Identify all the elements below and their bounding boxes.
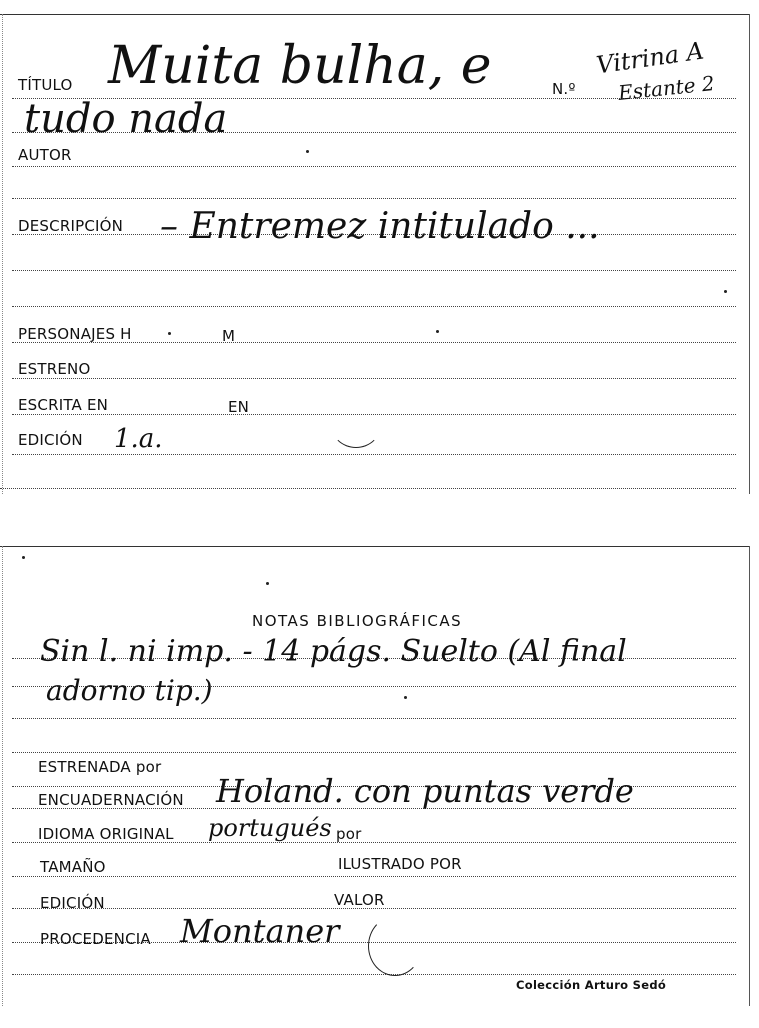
idioma-original-label: IDIOMA ORIGINAL <box>38 825 174 843</box>
encuadernacion-label: ENCUADERNACIÓN <box>38 791 184 809</box>
por-label: por <box>336 825 362 843</box>
procedencia-handwriting: Montaner <box>180 912 340 950</box>
tamano-label: TAMAÑO <box>40 858 106 876</box>
en-label: EN <box>228 398 250 416</box>
card-top-border <box>0 546 750 547</box>
rule-line <box>12 718 736 719</box>
card-left-edge <box>2 14 3 494</box>
numero-label: N.º <box>552 80 576 98</box>
notas-bibliograficas-heading: NOTAS BIBLIOGRÁFICAS <box>252 612 463 630</box>
rule-line <box>12 166 736 167</box>
ink-speck <box>306 150 309 153</box>
card-top-border <box>0 14 750 15</box>
edicion-label: EDICIÓN <box>18 431 83 449</box>
rule-line <box>12 454 736 455</box>
edicion-label: EDICIÓN <box>40 894 105 912</box>
notas-handwriting-line2: adorno tip.) <box>46 674 213 707</box>
personajes-h-label: PERSONAJES H <box>18 325 132 343</box>
rule-line <box>12 876 736 877</box>
procedencia-label: PROCEDENCIA <box>40 930 151 948</box>
descripcion-label: DESCRIPCIÓN <box>18 217 124 235</box>
valor-label: VALOR <box>334 891 385 909</box>
notas-handwriting-line1: Sin l. ni imp. - 14 págs. Suelto (Al final <box>40 634 627 669</box>
descripcion-handwriting: – Entremez intitulado ... <box>160 206 600 247</box>
ink-speck <box>168 332 171 335</box>
autor-label: AUTOR <box>18 146 72 164</box>
catalog-card-back <box>0 546 750 1006</box>
rule-line <box>12 752 736 753</box>
titulo-label: TÍTULO <box>18 76 73 94</box>
numero-handwriting-line1: Vitrina A <box>594 36 706 80</box>
edicion-handwriting: 1.a. <box>114 424 163 454</box>
ilustrado-por-label: ILUSTRADO POR <box>338 855 462 873</box>
titulo-handwriting-line1: Muita bulha, e <box>108 36 492 96</box>
personajes-m-label: M <box>222 327 236 345</box>
estreno-label: ESTRENO <box>18 360 91 378</box>
rule-line <box>12 270 736 271</box>
punch-hole <box>368 916 422 976</box>
card-left-edge <box>2 546 3 1006</box>
ink-speck <box>266 582 269 585</box>
card-right-border <box>749 14 750 494</box>
rule-line <box>12 378 736 379</box>
collection-credit: Colección Arturo Sedó <box>516 978 667 992</box>
rule-line <box>0 488 736 489</box>
ink-speck <box>436 330 439 333</box>
estrenada-por-label: ESTRENADA por <box>38 758 162 776</box>
card-right-border <box>749 546 750 1006</box>
escrita-en-label: ESCRITA EN <box>18 396 109 414</box>
ink-speck <box>22 556 25 559</box>
numero-handwriting-line2: Estante 2 <box>617 71 716 105</box>
rule-line <box>12 198 736 199</box>
rule-line <box>12 974 736 975</box>
idioma-original-handwriting: portugués <box>208 814 332 842</box>
titulo-handwriting-line2: tudo nada <box>24 96 228 142</box>
encuadernacion-handwriting: Holand. con puntas verde <box>216 772 634 810</box>
ink-speck <box>404 696 407 699</box>
rule-line <box>12 306 736 307</box>
ink-speck <box>724 290 727 293</box>
punch-hole <box>330 398 382 448</box>
catalog-card-front <box>0 14 750 494</box>
